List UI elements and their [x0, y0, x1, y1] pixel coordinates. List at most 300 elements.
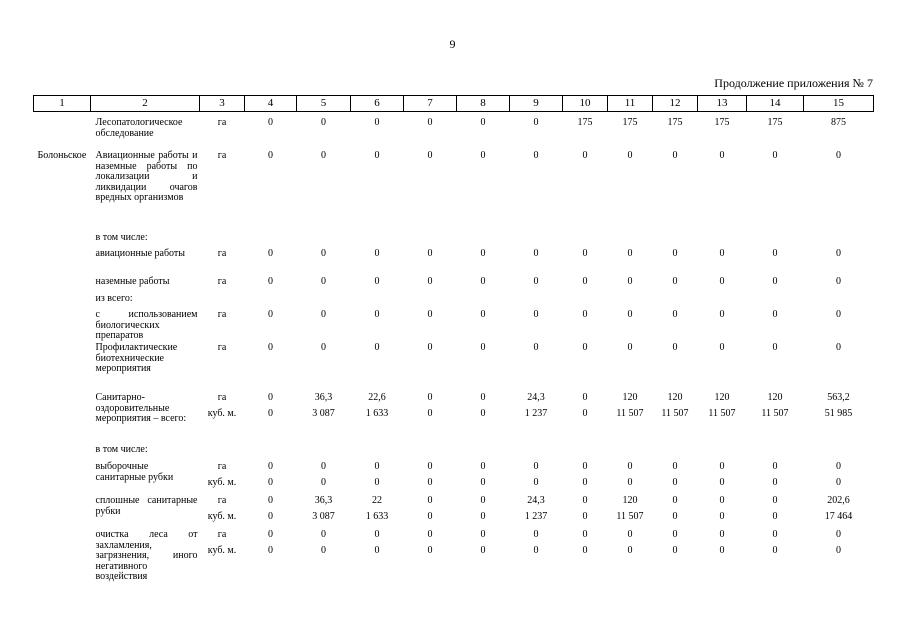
activity-label: в том числе: — [95, 232, 148, 243]
cell-value: 22 — [372, 495, 382, 506]
value-cell — [747, 151, 804, 233]
cell-value: 0 — [427, 529, 433, 540]
cell-value: 0 — [627, 342, 633, 353]
value-cell — [457, 249, 510, 277]
value-cell — [698, 310, 747, 343]
value-cell — [510, 462, 563, 496]
region-cell — [34, 118, 91, 151]
unit-value: га — [217, 392, 227, 403]
cell-value: 0 — [427, 342, 433, 353]
cell-value: 3 087 — [312, 407, 335, 419]
value-cell — [608, 277, 653, 294]
cell-value: 0 — [268, 342, 273, 353]
value-cell — [404, 343, 457, 393]
cell-value: 0 — [480, 461, 486, 472]
value-cell — [747, 249, 804, 277]
column-number-header: 11 — [608, 96, 653, 112]
cell-value: 11 507 — [616, 510, 644, 522]
unit-value: га — [217, 495, 227, 506]
value-cell — [653, 277, 698, 294]
cell-value: 875 — [831, 117, 846, 128]
region-cell — [34, 393, 91, 445]
cell-value: 0 — [719, 544, 725, 556]
value-cell — [245, 310, 297, 343]
value-cell — [653, 462, 698, 496]
cell-value: 0 — [533, 117, 539, 128]
value-cell — [510, 118, 563, 151]
cell-value: 0 — [627, 248, 633, 259]
value-cell — [351, 310, 404, 343]
cell-value: 0 — [772, 495, 778, 506]
cell-value: 0 — [719, 461, 725, 472]
value-cell — [698, 462, 747, 496]
data-table — [33, 95, 874, 583]
cell-value: 120 — [622, 495, 638, 506]
unit-cell — [200, 151, 245, 233]
unit-value: га — [217, 248, 227, 259]
value-cell — [457, 530, 510, 583]
value-cell — [510, 310, 563, 343]
activity-label: выборочные санитарные рубки — [95, 461, 174, 483]
cell-value: 0 — [427, 544, 433, 556]
cell-value: 0 — [582, 248, 588, 259]
continuation-note: Продолжение приложения № 7 — [714, 76, 873, 90]
value-cell — [747, 530, 804, 583]
value-cell — [297, 530, 351, 583]
cell-value: 0 — [672, 461, 678, 472]
value-cell — [404, 530, 457, 583]
activity-label: из всего: — [95, 293, 133, 304]
value-cell — [653, 393, 698, 445]
value-cell — [563, 462, 608, 496]
cell-value: 0 — [672, 495, 678, 506]
cell-value: 0 — [533, 461, 539, 472]
unit-value: га — [217, 150, 227, 161]
value-cell — [351, 496, 404, 530]
value-cell — [698, 496, 747, 530]
unit-value: га — [217, 117, 227, 128]
cell-value: 0 — [719, 510, 725, 522]
value-cell — [608, 343, 653, 393]
value-cell — [804, 343, 874, 393]
value-cell — [563, 151, 608, 233]
cell-value: 0 — [672, 309, 678, 320]
cell-value: 0 — [719, 309, 725, 320]
column-number-header: 12 — [653, 96, 698, 112]
value-cell — [245, 462, 297, 496]
value-cell — [510, 277, 563, 294]
cell-value: 0 — [772, 461, 778, 472]
unit-cell — [200, 496, 245, 530]
value-cell — [404, 277, 457, 294]
value-cell — [804, 151, 874, 233]
value-cell — [804, 393, 874, 445]
value-cell — [457, 277, 510, 294]
column-number-header: 5 — [297, 96, 351, 112]
cell-value: 0 — [719, 495, 725, 506]
value-cell — [563, 530, 608, 583]
value-cell — [245, 151, 297, 233]
cell-value: 0 — [480, 150, 486, 161]
unit-value: га — [217, 529, 227, 540]
cell-value: 0 — [268, 392, 273, 403]
unit-value: куб. м. — [207, 476, 237, 488]
cell-value: 0 — [672, 476, 678, 488]
value-cell — [351, 277, 404, 294]
value-cell — [563, 343, 608, 393]
table-row — [34, 530, 874, 583]
value-cell — [653, 249, 698, 277]
activity-label: Авиационные работы и наземные работы по локализации и ликвидации очагов вредных организмов — [95, 150, 198, 203]
cell-value: 11 507 — [616, 407, 644, 419]
cell-value: 0 — [582, 276, 588, 287]
value-cell — [563, 310, 608, 343]
unit-cell — [200, 310, 245, 343]
cell-value: 0 — [533, 529, 539, 540]
cell-value: 0 — [321, 117, 326, 128]
cell-value: 0 — [480, 276, 486, 287]
cell-value: 0 — [772, 276, 778, 287]
cell-value: 0 — [268, 476, 273, 488]
cell-value: 0 — [480, 544, 486, 556]
unit-cell — [200, 393, 245, 445]
unit-value: га — [217, 461, 227, 472]
cell-value: 11 507 — [708, 407, 736, 419]
cell-value: 36,3 — [314, 495, 333, 506]
table-row — [34, 249, 874, 277]
table-row — [34, 462, 874, 496]
region-cell — [34, 310, 91, 343]
cell-value: 0 — [719, 529, 725, 540]
column-number-header: 3 — [200, 96, 245, 112]
value-cell — [457, 310, 510, 343]
cell-value: 0 — [672, 248, 678, 259]
column-number-header: 14 — [747, 96, 804, 112]
value-cell — [608, 530, 653, 583]
cell-value: 0 — [427, 117, 433, 128]
cell-value: 0 — [374, 248, 380, 259]
cell-value: 0 — [582, 544, 588, 556]
cell-value: 1 237 — [524, 407, 548, 419]
value-cell — [698, 530, 747, 583]
value-cell — [563, 118, 608, 151]
value-cell — [351, 118, 404, 151]
cell-value: 0 — [374, 117, 380, 128]
cell-value: 1 633 — [365, 407, 389, 419]
cell-value: 0 — [672, 276, 678, 287]
value-cell — [404, 496, 457, 530]
unit-value: га — [217, 309, 227, 320]
region-cell — [34, 233, 91, 249]
cell-value: 0 — [836, 276, 841, 287]
cell-value: 0 — [321, 544, 326, 556]
value-cell — [297, 343, 351, 393]
unit-cell — [200, 462, 245, 496]
cell-value: 0 — [772, 150, 778, 161]
column-number-header: 7 — [404, 96, 457, 112]
cell-value: 0 — [427, 150, 433, 161]
cell-value: 0 — [374, 461, 380, 472]
cell-value: 0 — [480, 476, 486, 488]
activity-label: наземные работы — [95, 276, 170, 287]
cell-value: 1 633 — [365, 510, 389, 522]
column-number-header: 9 — [510, 96, 563, 112]
unit-value: куб. м. — [207, 544, 237, 556]
cell-value: 1 237 — [524, 510, 548, 522]
cell-value: 24,3 — [527, 495, 545, 506]
cell-value: 0 — [480, 342, 486, 353]
value-cell — [510, 249, 563, 277]
cell-value: 0 — [480, 392, 486, 403]
cell-value: 0 — [480, 309, 486, 320]
value-cell — [510, 496, 563, 530]
cell-value: 0 — [321, 529, 326, 540]
value-cell — [351, 151, 404, 233]
cell-value: 0 — [582, 495, 588, 506]
cell-value: 0 — [321, 461, 326, 472]
cell-value: 0 — [533, 476, 539, 488]
cell-value: 36,3 — [314, 392, 333, 403]
cell-value: 0 — [836, 544, 841, 556]
value-cell — [563, 496, 608, 530]
value-cell — [245, 496, 297, 530]
value-cell — [804, 530, 874, 583]
cell-value: 0 — [772, 510, 778, 522]
cell-value: 0 — [374, 276, 380, 287]
value-cell — [563, 277, 608, 294]
value-cell — [457, 393, 510, 445]
value-cell — [698, 343, 747, 393]
cell-value: 175 — [577, 117, 593, 128]
value-cell — [563, 249, 608, 277]
cell-value: 0 — [836, 248, 841, 259]
table-row — [34, 393, 874, 445]
value-cell — [351, 249, 404, 277]
table-row — [34, 233, 874, 249]
cell-value: 0 — [627, 529, 633, 540]
value-cell — [653, 343, 698, 393]
cell-value: 0 — [533, 342, 539, 353]
value-cell — [747, 310, 804, 343]
cell-value: 0 — [374, 476, 380, 488]
cell-value: 0 — [582, 510, 588, 522]
cell-value: 120 — [667, 392, 683, 403]
unit-value: га — [217, 342, 227, 353]
cell-value: 51 985 — [824, 407, 853, 419]
cell-value: 0 — [374, 529, 380, 540]
cell-value: 0 — [268, 461, 273, 472]
cell-value: 0 — [480, 495, 486, 506]
value-cell — [698, 249, 747, 277]
value-cell — [653, 530, 698, 583]
unit-cell — [200, 343, 245, 393]
cell-value: 0 — [672, 510, 678, 522]
value-cell — [351, 343, 404, 393]
value-cell — [245, 343, 297, 393]
cell-value: 175 — [622, 117, 638, 128]
value-cell — [245, 393, 297, 445]
cell-value: 0 — [836, 476, 841, 488]
value-cell — [245, 249, 297, 277]
table-row — [34, 151, 874, 233]
cell-value: 0 — [374, 544, 380, 556]
cell-value: 0 — [672, 342, 678, 353]
cell-value: 0 — [427, 248, 433, 259]
cell-value: 0 — [627, 276, 633, 287]
cell-value: 0 — [480, 117, 486, 128]
value-cell — [747, 462, 804, 496]
value-cell — [608, 118, 653, 151]
column-number-header: 6 — [351, 96, 404, 112]
value-cell — [404, 249, 457, 277]
cell-value: 0 — [321, 309, 326, 320]
cell-value: 0 — [268, 276, 273, 287]
activity-label: очистка леса от захламления, загрязнения, иного негативного воздействия — [95, 529, 198, 582]
activity-label: авиационные работы — [95, 248, 185, 259]
cell-value: 0 — [321, 476, 326, 488]
cell-value: 11 507 — [761, 407, 789, 419]
value-cell — [653, 151, 698, 233]
cell-value: 0 — [627, 544, 633, 556]
unit-value: куб. м. — [207, 407, 237, 419]
cell-value: 0 — [480, 510, 486, 522]
value-cell — [297, 496, 351, 530]
column-number-row — [34, 96, 874, 112]
value-cell — [747, 277, 804, 294]
value-cell — [297, 118, 351, 151]
value-cell — [297, 310, 351, 343]
column-number-header: 15 — [804, 96, 874, 112]
cell-value: 0 — [427, 461, 433, 472]
value-cell — [804, 249, 874, 277]
region-cell — [34, 343, 91, 393]
cell-value: 0 — [427, 392, 433, 403]
value-cell — [245, 118, 297, 151]
cell-value: 175 — [667, 117, 683, 128]
cell-value: 3 087 — [312, 510, 335, 522]
value-cell — [608, 310, 653, 343]
unit-cell — [200, 530, 245, 583]
cell-value: 0 — [582, 461, 588, 472]
activity-label: Санитарно-оздоровительные мероприятия – всего: — [95, 392, 187, 424]
table-row — [34, 277, 874, 294]
column-number-header: 10 — [563, 96, 608, 112]
region-cell — [34, 496, 91, 530]
cell-value: 0 — [627, 461, 633, 472]
cell-value: 120 — [767, 392, 783, 403]
region-cell: Болоньское — [37, 150, 87, 161]
table-row — [34, 445, 874, 462]
cell-value: 0 — [582, 150, 588, 161]
cell-value: 0 — [836, 150, 841, 161]
table-row — [34, 343, 874, 393]
value-cell — [608, 151, 653, 233]
region-cell — [34, 294, 91, 310]
value-cell — [404, 462, 457, 496]
cell-value: 0 — [772, 476, 778, 488]
activity-label: сплошные санитарные рубки — [95, 495, 198, 517]
cell-value: 0 — [533, 276, 539, 287]
activity-label: с использованием биологических препаратов — [95, 309, 198, 341]
cell-value: 0 — [374, 150, 380, 161]
page-number: 9 — [449, 37, 456, 51]
cell-value: 0 — [582, 476, 588, 488]
cell-value: 0 — [627, 150, 633, 161]
cell-value: 202,6 — [827, 495, 850, 506]
table-row — [34, 310, 874, 343]
cell-value: 175 — [714, 117, 730, 128]
region-cell — [34, 462, 91, 496]
cell-value: 0 — [672, 150, 678, 161]
value-cell — [510, 151, 563, 233]
value-cell — [510, 393, 563, 445]
cell-value: 0 — [672, 544, 678, 556]
cell-value: 0 — [719, 248, 725, 259]
value-cell — [351, 393, 404, 445]
value-cell — [608, 249, 653, 277]
cell-value: 0 — [772, 529, 778, 540]
unit-cell — [200, 249, 245, 277]
value-cell — [653, 310, 698, 343]
value-cell — [698, 118, 747, 151]
column-number-header: 4 — [245, 96, 297, 112]
cell-value: 0 — [582, 392, 588, 403]
cell-value: 0 — [719, 276, 725, 287]
table-row — [34, 496, 874, 530]
cell-value: 0 — [427, 276, 433, 287]
value-cell — [245, 530, 297, 583]
value-cell — [698, 393, 747, 445]
activity-label: Профилактические биотехнические мероприятия — [95, 342, 178, 374]
cell-value: 0 — [719, 476, 725, 488]
cell-value: 0 — [582, 309, 588, 320]
value-cell — [457, 118, 510, 151]
value-cell — [510, 530, 563, 583]
cell-value: 0 — [268, 150, 273, 161]
cell-value: 0 — [627, 309, 633, 320]
value-cell — [297, 393, 351, 445]
value-cell — [457, 151, 510, 233]
value-cell — [608, 496, 653, 530]
value-cell — [747, 343, 804, 393]
cell-value: 0 — [772, 248, 778, 259]
cell-value: 0 — [672, 529, 678, 540]
cell-value: 0 — [268, 407, 273, 419]
cell-value: 0 — [582, 529, 588, 540]
value-cell — [698, 277, 747, 294]
column-number-header: 1 — [34, 96, 91, 112]
region-cell — [34, 249, 91, 277]
value-cell — [804, 310, 874, 343]
cell-value: 0 — [836, 529, 841, 540]
value-cell — [404, 151, 457, 233]
cell-value: 563,2 — [827, 392, 850, 403]
region-cell — [34, 530, 91, 583]
value-cell — [608, 393, 653, 445]
cell-value: 0 — [480, 248, 486, 259]
value-cell — [351, 530, 404, 583]
cell-value: 24,3 — [527, 392, 545, 403]
cell-value: 175 — [767, 117, 783, 128]
value-cell — [653, 496, 698, 530]
cell-value: 0 — [321, 342, 326, 353]
cell-value: 0 — [427, 407, 433, 419]
cell-value: 0 — [533, 150, 539, 161]
value-cell — [457, 462, 510, 496]
cell-value: 0 — [427, 495, 433, 506]
cell-value: 0 — [268, 117, 273, 128]
value-cell — [297, 151, 351, 233]
